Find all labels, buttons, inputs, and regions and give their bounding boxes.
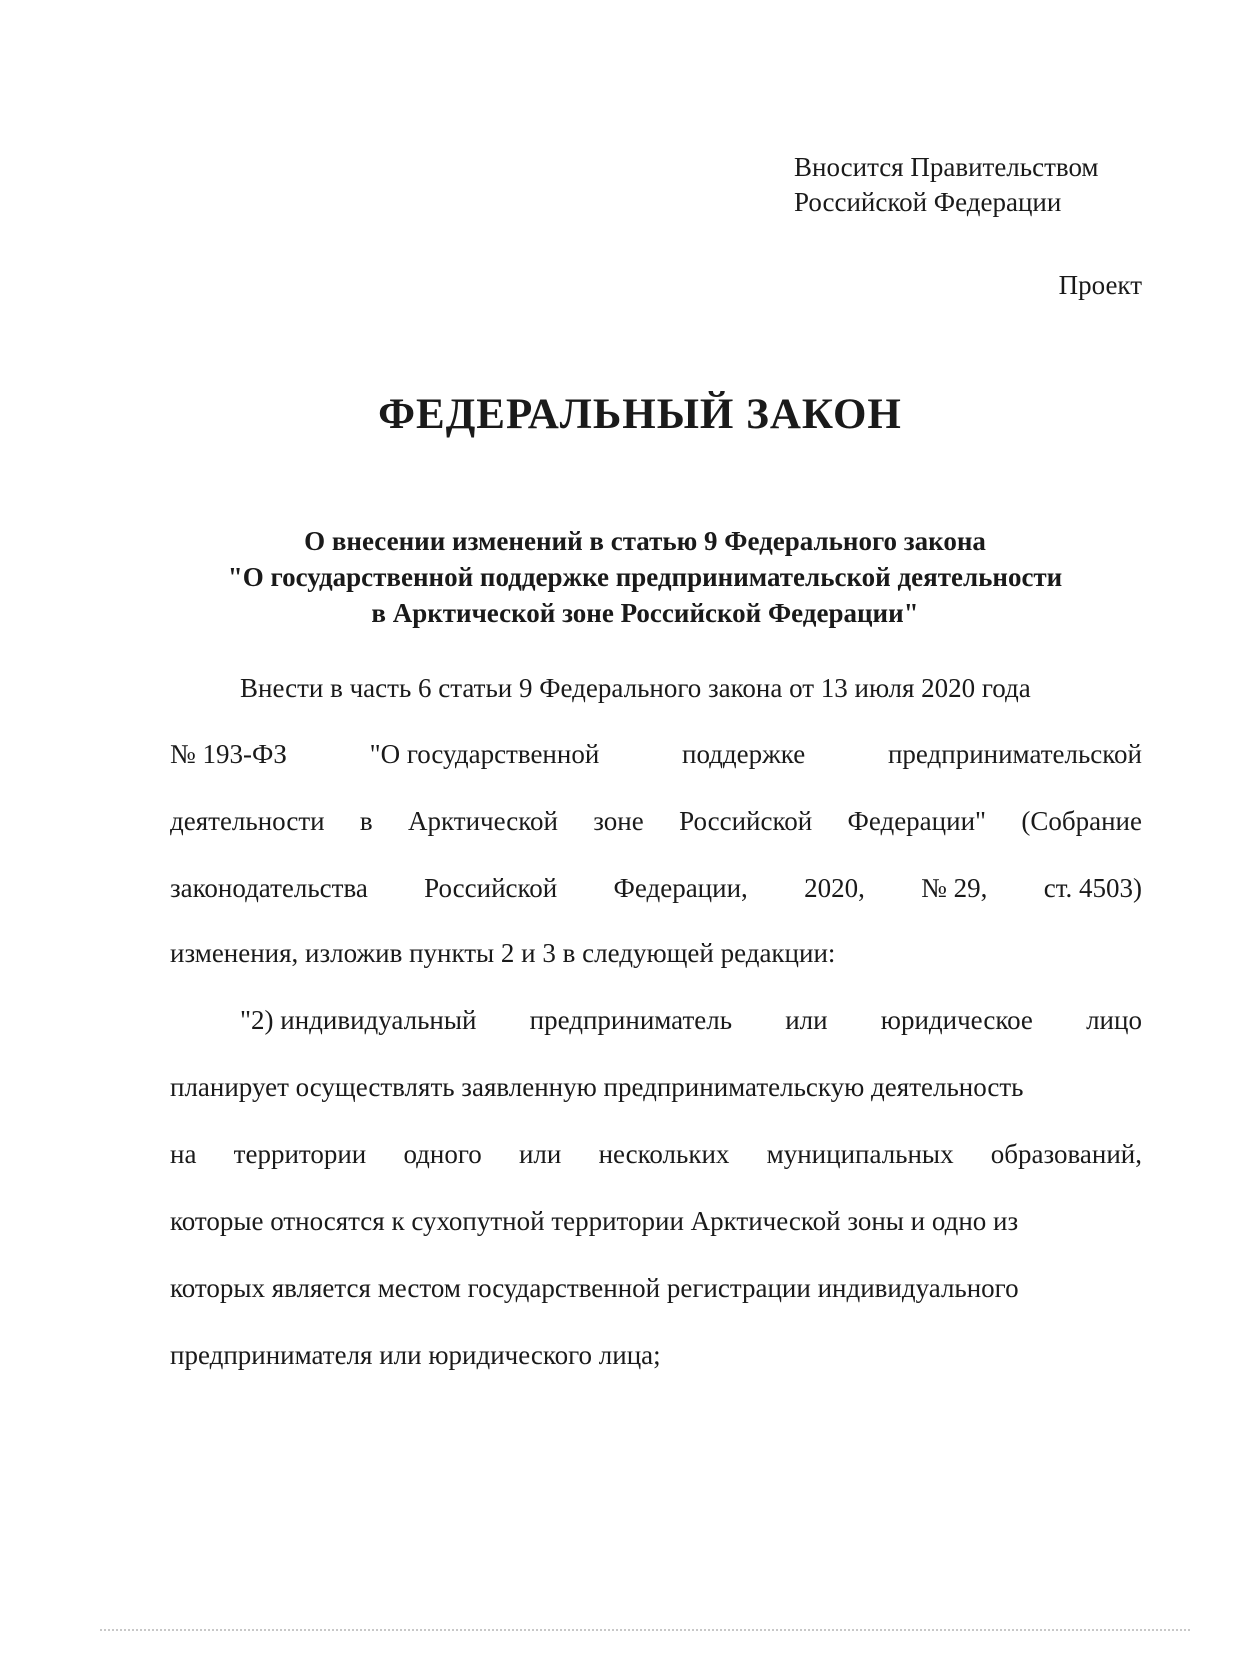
word: (Собрание xyxy=(1021,806,1142,836)
scan-edge-artifact xyxy=(100,1629,1190,1633)
body-line xyxy=(170,1139,1142,1170)
document-type-heading: ФЕДЕРАЛЬНЫЙ ЗАКОН xyxy=(378,391,902,438)
project-mark: Проект xyxy=(1058,270,1142,300)
word: ст. 4503) xyxy=(1043,873,1142,903)
body-text: планирует осуществлять заявленную предпринимательскую деятельность xyxy=(170,1072,1024,1102)
word: Арктической xyxy=(408,806,558,836)
word: "2) индивидуальный xyxy=(240,1005,477,1035)
word: поддержке xyxy=(682,739,806,769)
body-line xyxy=(170,1340,1142,1371)
word: юридическое xyxy=(880,1005,1033,1035)
word: предпринимательской xyxy=(887,739,1142,769)
word: нескольких xyxy=(598,1139,730,1169)
word: одного xyxy=(403,1139,482,1169)
body-text: которых является местом государственной регистрации индивидуального xyxy=(170,1273,1019,1303)
word: образований, xyxy=(990,1139,1142,1169)
body-line xyxy=(170,1206,1142,1237)
title-line: в Арктической зоне Российской Федерации" xyxy=(371,598,919,628)
word: зоне xyxy=(593,806,644,836)
word: предприниматель xyxy=(529,1005,733,1035)
body-line xyxy=(240,673,1142,704)
body-text: изменения, изложив пункты 2 и 3 в следующей редакции: xyxy=(170,938,836,968)
word: Федерации" xyxy=(847,806,987,836)
body-line xyxy=(240,1005,1142,1036)
body-line xyxy=(170,739,1142,770)
word: законодательства xyxy=(170,873,368,903)
word: в xyxy=(359,806,373,836)
word: Российской xyxy=(424,873,558,903)
word: или xyxy=(785,1005,828,1035)
title-line: О внесении изменений в статью 9 Федерального закона xyxy=(304,526,986,556)
body-line xyxy=(170,938,1142,969)
word: лицо xyxy=(1086,1005,1142,1035)
word: на xyxy=(170,1139,197,1169)
word: муниципальных xyxy=(766,1139,954,1169)
body-text: предпринимателя или юридического лица; xyxy=(170,1340,661,1370)
word: деятельности xyxy=(170,806,325,836)
title-line: "О государственной поддержке предпринимательской деятельности xyxy=(227,562,1063,592)
body-text: Внести в часть 6 статьи 9 Федерального закона от 13 июля 2020 года xyxy=(240,673,1031,703)
word: "О государственной xyxy=(369,739,600,769)
body-line xyxy=(170,1072,1142,1103)
body-text: которые относятся к сухопутной территории Арктической зоны и одно из xyxy=(170,1206,1019,1236)
body-line xyxy=(170,873,1142,904)
word: № 193-ФЗ xyxy=(170,739,287,769)
body-line xyxy=(170,806,1142,837)
submitter-block xyxy=(794,150,1099,220)
document-title xyxy=(150,523,1140,631)
word: или xyxy=(518,1139,562,1169)
word: Федерации, xyxy=(613,873,748,903)
submitter-line: Российской Федерации xyxy=(794,187,1062,217)
word: № 29, xyxy=(921,873,988,903)
word: Российской xyxy=(679,806,813,836)
word: территории xyxy=(233,1139,367,1169)
submitter-line: Вносится Правительством xyxy=(794,152,1099,182)
word: 2020, xyxy=(804,873,865,903)
body-line xyxy=(170,1273,1142,1304)
